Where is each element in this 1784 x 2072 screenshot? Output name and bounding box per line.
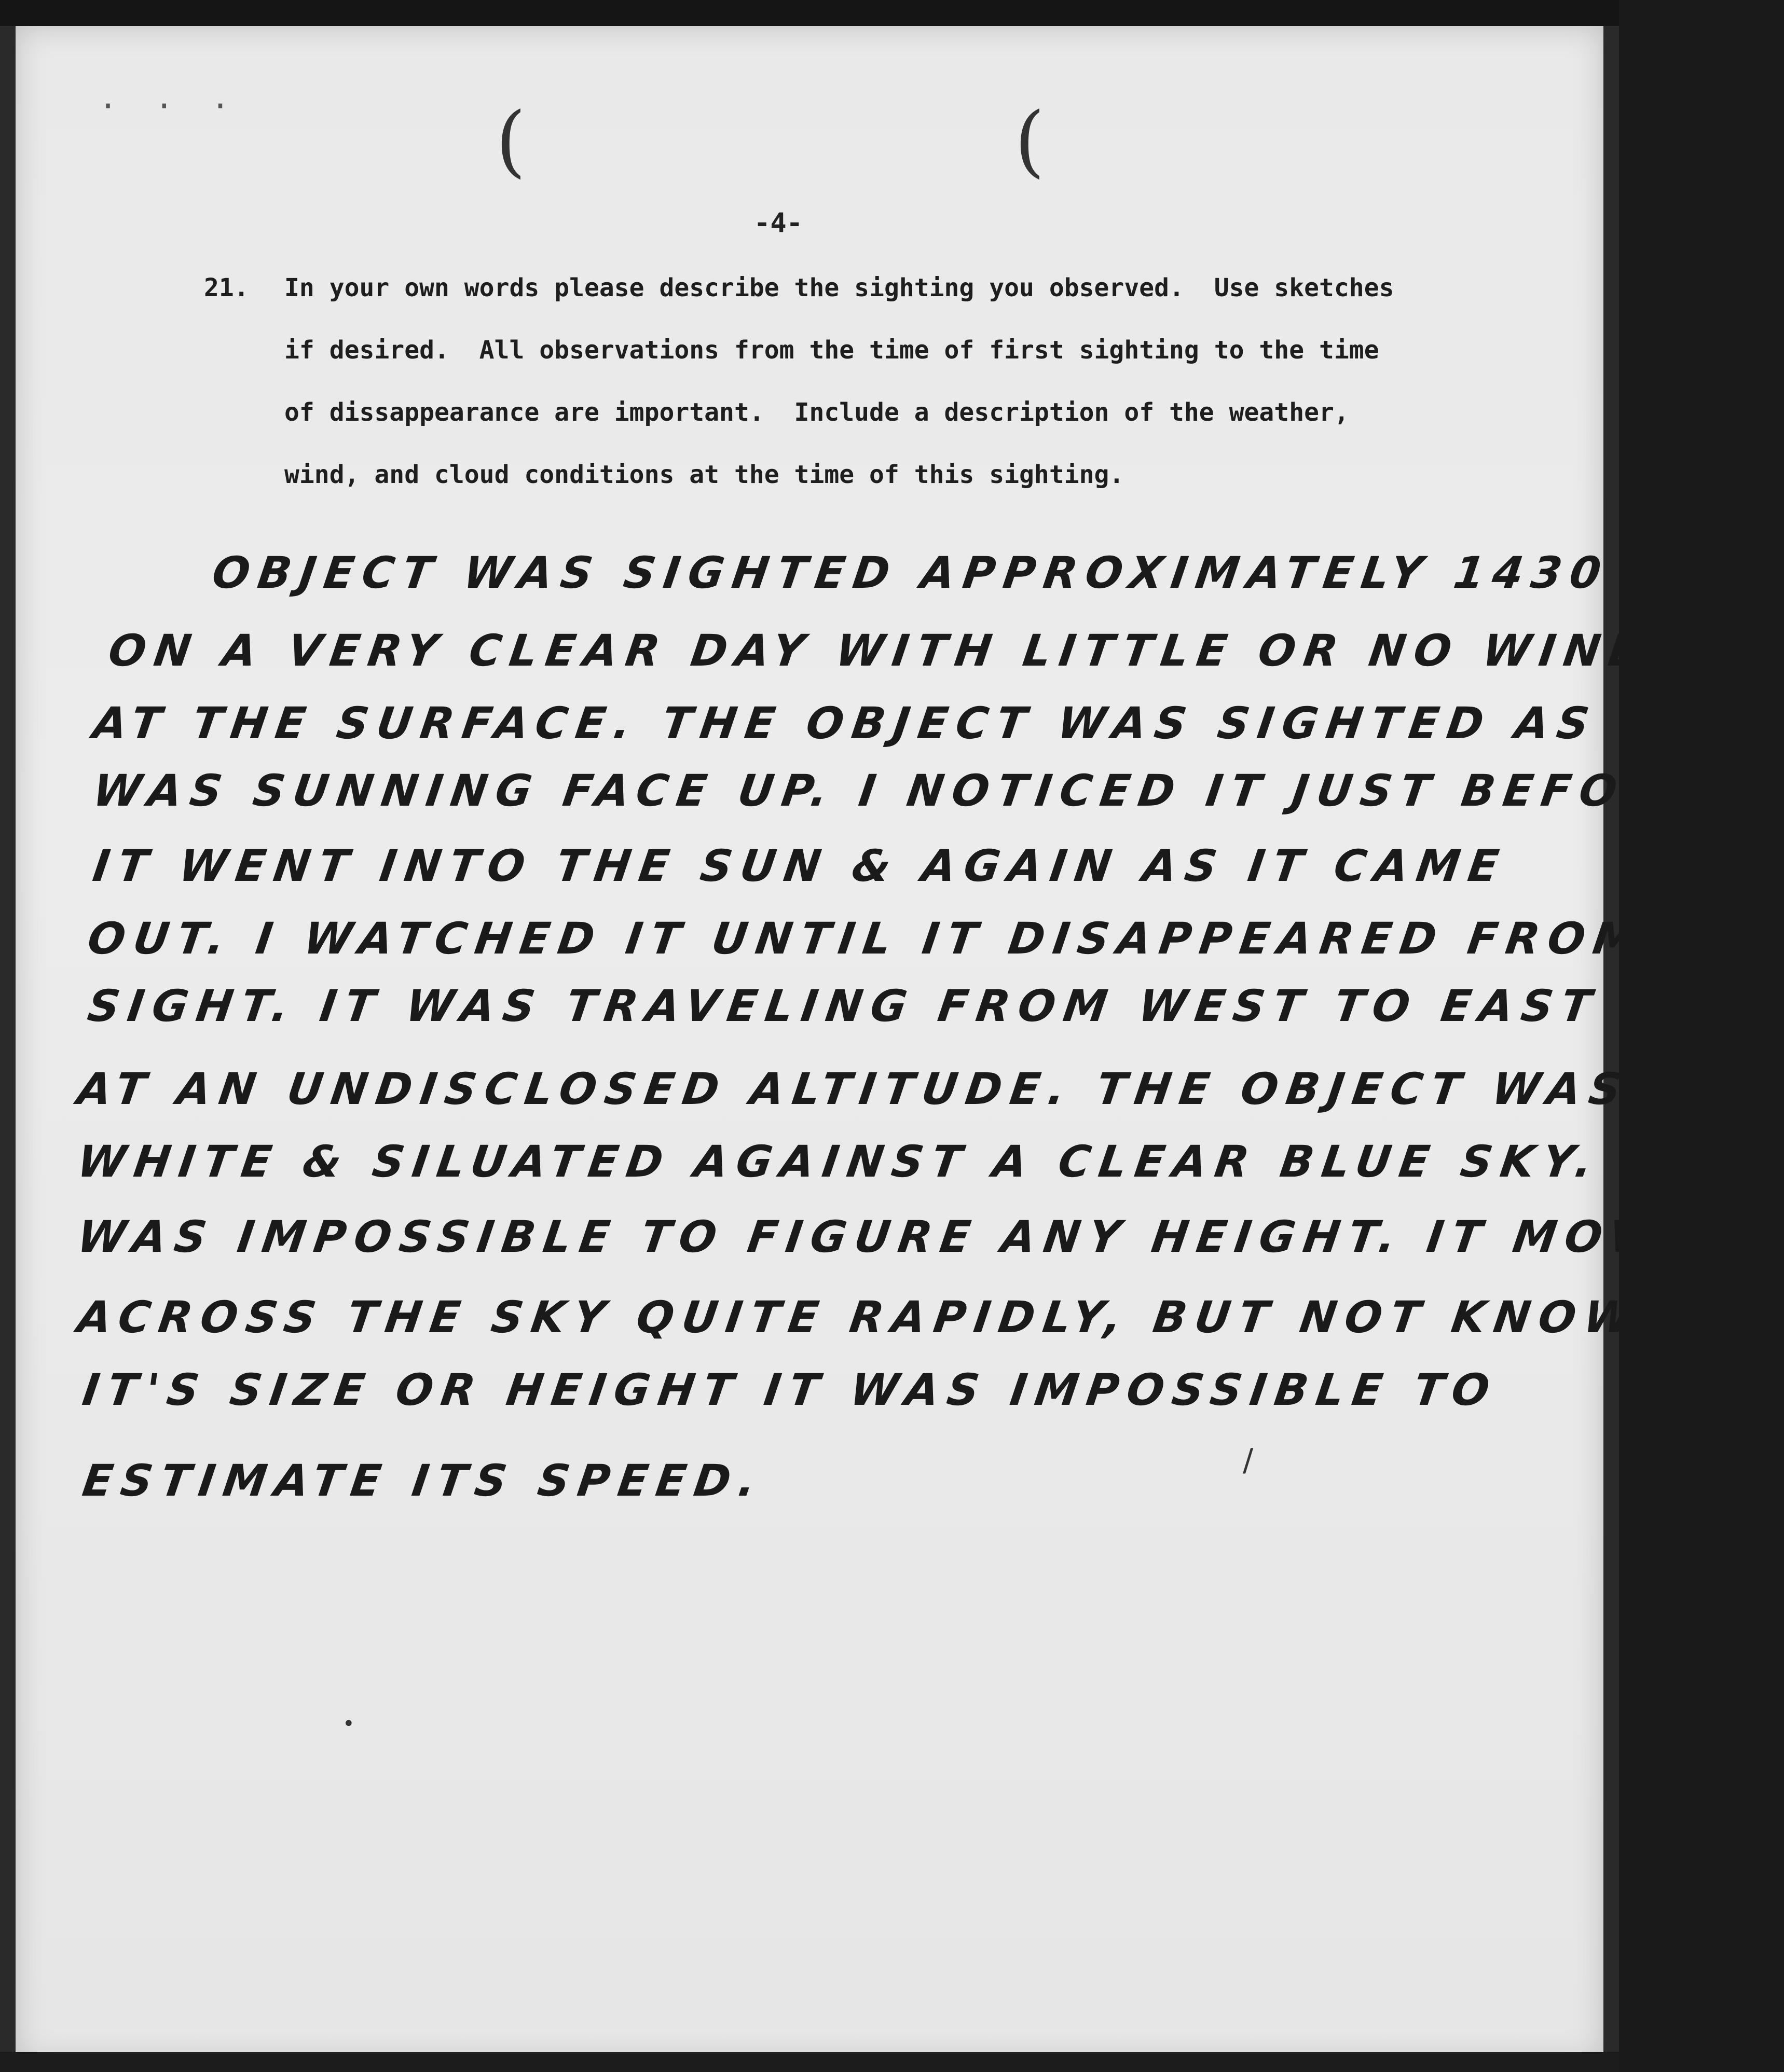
answer-line-3: AT THE SURFACE. THE OBJECT WAS SIGHTED AS I [90, 698, 1649, 749]
answer-line-1: OBJECT WAS SIGHTED APPROXIMATELY 1430 (PM) [209, 547, 1784, 598]
page-number: -4- [754, 208, 803, 239]
answer-line-13: ESTIMATE ITS SPEED. [79, 1455, 767, 1506]
question-number: 21. [204, 273, 249, 302]
stray-dot: • [342, 1712, 355, 1736]
punch-hole-mark-left: ( [496, 96, 526, 186]
answer-line-12: IT'S SIZE OR HEIGHT IT WAS IMPOSSIBLE TO [79, 1364, 1501, 1415]
answer-line-7: SIGHT. IT WAS TRAVELING FROM WEST TO EAST [85, 980, 1603, 1031]
answer-line-8: AT AN UNDISCLOSED ALTITUDE. THE OBJECT WAS [74, 1063, 1632, 1114]
document-page [16, 26, 1603, 2062]
scan-top-edge [0, 0, 1619, 26]
answer-line-4: WAS SUNNING FACE UP. I NOTICED IT JUST BEFORE [90, 765, 1709, 816]
question-line-1: In your own words please describe the sighting you observed. Use sketches [284, 273, 1394, 302]
answer-line-9: WHITE & SILUATED AGAINST A CLEAR BLUE SKY. IT [74, 1136, 1690, 1187]
answer-line-5: IT WENT INTO THE SUN & AGAIN AS IT CAME [90, 840, 1510, 891]
stray-pen-mark: / [1243, 1442, 1254, 1479]
scan-bottom-edge [0, 2052, 1619, 2072]
question-line-4: wind, and cloud conditions at the time of this sighting. [284, 460, 1124, 489]
scan-specks: · · · [99, 88, 239, 125]
answer-line-2: ON A VERY CLEAR DAY WITH LITTLE OR NO WIND [105, 625, 1657, 676]
question-line-3: of dissappearance are important. Include a description of the weather, [284, 398, 1349, 427]
answer-line-10: WAS IMPOSSIBLE TO FIGURE ANY HEIGHT. IT MOVE [74, 1211, 1693, 1262]
punch-hole-mark-right: ( [1014, 96, 1045, 186]
question-line-2: if desired. All observations from the time of first sighting to the time [284, 336, 1379, 365]
answer-line-6: OUT. I WATCHED IT UNTIL IT DISAPPEARED FROM [85, 913, 1649, 964]
answer-line-11: ACROSS THE SKY QUITE RAPIDLY, BUT NOT KNOWING [74, 1292, 1758, 1343]
